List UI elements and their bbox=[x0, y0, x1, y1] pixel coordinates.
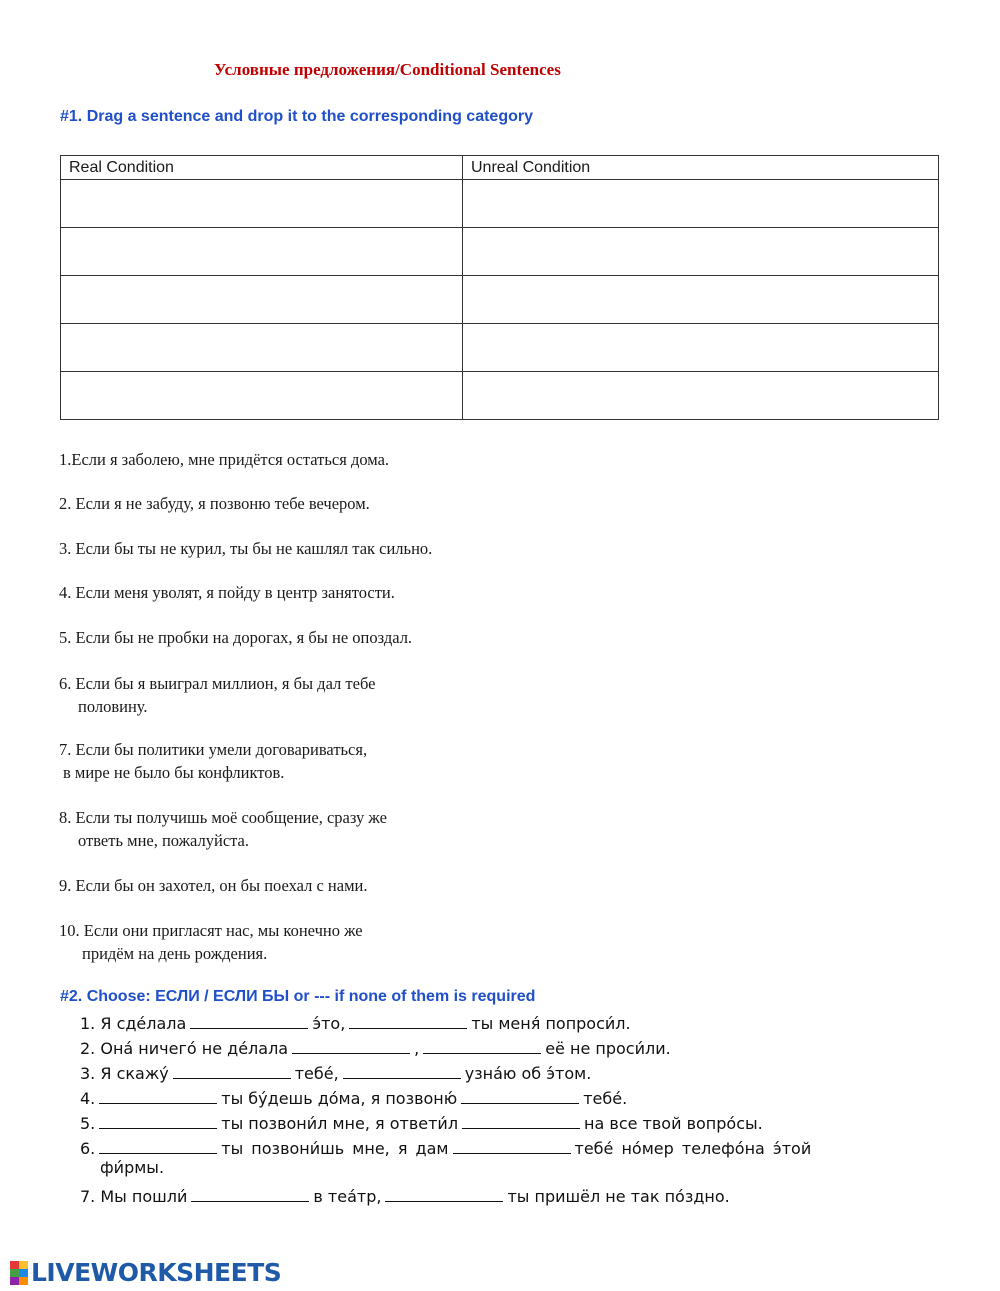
draggable-sentence-2[interactable]: 2. Если я не забуду, я позвоню тебе вечером. bbox=[59, 494, 370, 513]
unreal-drop-zone[interactable] bbox=[463, 228, 939, 276]
real-drop-zone[interactable] bbox=[61, 372, 463, 420]
table-row bbox=[61, 276, 939, 324]
unreal-drop-zone[interactable] bbox=[463, 324, 939, 372]
draggable-sentence-7[interactable]: 7. Если бы политики умели договариваться, в мире не было бы конфликтов. bbox=[59, 740, 368, 782]
list-item: 6. ты позвони́шь мне, я дам тебе́ но́мер телефо́на э́той фи́рмы. bbox=[80, 1139, 812, 1177]
answer-blank[interactable] bbox=[99, 1089, 217, 1104]
section1-heading: #1. Drag a sentence and drop it to the corresponding category bbox=[60, 108, 533, 125]
answer-blank[interactable] bbox=[343, 1064, 461, 1079]
list-item: 7. Мы пошли́ в теа́тр, ты пришёл не так по́здно. bbox=[80, 1187, 730, 1206]
answer-blank[interactable] bbox=[190, 1014, 308, 1029]
draggable-sentence-4[interactable]: 4. Если меня уволят, я пойду в центр занятости. bbox=[59, 583, 395, 602]
unreal-drop-zone[interactable] bbox=[463, 276, 939, 324]
answer-blank[interactable] bbox=[99, 1139, 217, 1154]
table-row bbox=[61, 228, 939, 276]
answer-blank[interactable] bbox=[453, 1139, 571, 1154]
real-drop-zone[interactable] bbox=[61, 228, 463, 276]
list-item: 2. Она́ ничего́ не де́лала , её не проси́ли. bbox=[80, 1039, 671, 1058]
answer-blank[interactable] bbox=[99, 1114, 217, 1129]
answer-blank[interactable] bbox=[173, 1064, 291, 1079]
list-item: 3. Я скажу́ тебе́, узна́ю об э́том. bbox=[80, 1064, 592, 1083]
list-item: 4. ты бу́дешь до́ма, я позвоню́ тебе́. bbox=[80, 1089, 628, 1108]
answer-blank[interactable] bbox=[385, 1187, 503, 1202]
category-table bbox=[60, 155, 939, 420]
draggable-sentence-10[interactable]: 10. Если они пригласят нас, мы конечно же придём на день рождения. bbox=[59, 921, 363, 963]
real-drop-zone[interactable] bbox=[61, 276, 463, 324]
draggable-sentence-9[interactable]: 9. Если бы он захотел, он бы поехал с нами. bbox=[59, 876, 368, 895]
table-row bbox=[61, 372, 939, 420]
unreal-drop-zone[interactable] bbox=[463, 180, 939, 228]
list-item: 5. ты позвони́л мне, я ответи́л на все твой вопро́сы. bbox=[80, 1114, 763, 1133]
list-item: 1. Я сде́лала э́то, ты меня́ попроси́л. bbox=[80, 1014, 631, 1033]
draggable-sentence-1[interactable]: 1.Если я заболею, мне придётся остаться дома. bbox=[59, 450, 390, 469]
draggable-sentence-6[interactable]: 6. Если бы я выиграл миллион, я бы дал тебе половину. bbox=[59, 674, 376, 716]
real-drop-zone[interactable] bbox=[61, 180, 463, 228]
draggable-sentence-5[interactable]: 5. Если бы не пробки на дорогах, я бы не опоздал. bbox=[59, 628, 413, 647]
real-condition-header: Real Condition bbox=[61, 156, 463, 180]
table-row bbox=[61, 324, 939, 372]
draggable-sentence-3[interactable]: 3. Если бы ты не курил, ты бы не кашлял так сильно. bbox=[59, 539, 433, 558]
section2-heading: #2. Choose: ЕСЛИ / ЕСЛИ БЫ or --- if none of them is required bbox=[60, 988, 536, 1005]
liveworksheets-logo: LIVEWORKSHEETS bbox=[10, 1258, 281, 1287]
page-title: Условные предложения/Conditional Sentences bbox=[214, 60, 561, 79]
draggable-sentence-8[interactable]: 8. Если ты получишь моё сообщение, сразу же ответь мне, пожалуйста. bbox=[59, 808, 387, 850]
unreal-condition-header: Unreal Condition bbox=[463, 156, 939, 180]
answer-blank[interactable] bbox=[349, 1014, 467, 1029]
answer-blank[interactable] bbox=[462, 1114, 580, 1129]
answer-blank[interactable] bbox=[423, 1039, 541, 1054]
answer-blank[interactable] bbox=[191, 1187, 309, 1202]
unreal-drop-zone[interactable] bbox=[463, 372, 939, 420]
liveworksheets-icon bbox=[10, 1261, 28, 1285]
real-drop-zone[interactable] bbox=[61, 324, 463, 372]
answer-blank[interactable] bbox=[292, 1039, 410, 1054]
table-row bbox=[61, 180, 939, 228]
answer-blank[interactable] bbox=[461, 1089, 579, 1104]
